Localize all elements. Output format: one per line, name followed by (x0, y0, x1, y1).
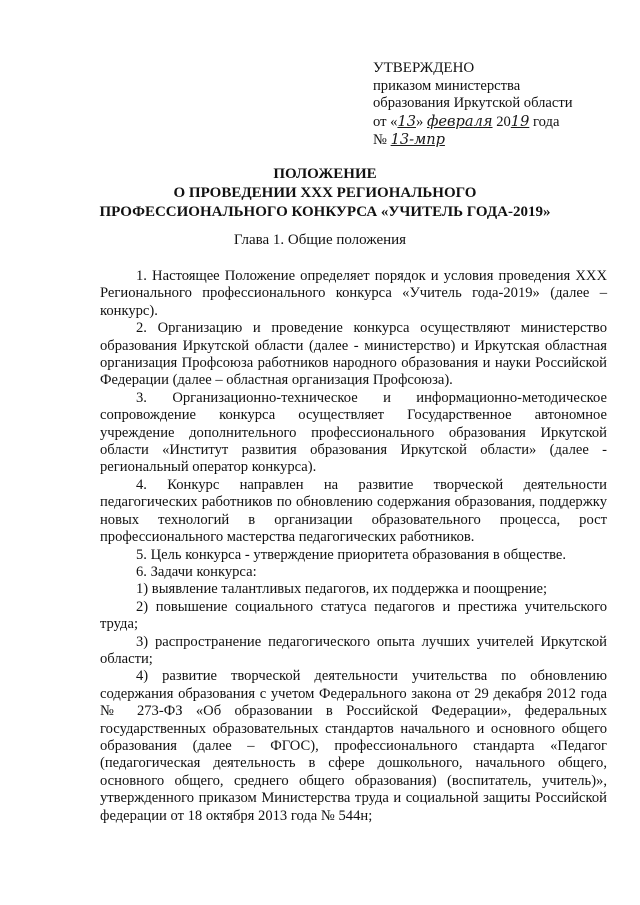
paragraph-4: 4. Конкурс направлен на развитие творческой деятельности педагогических работников по обновлению содержания образования, поддержку новых технологий в организации образовательного процесса, рост профессионального мастерства педагогических работников. (100, 476, 607, 546)
approval-line-order: приказом министерства (373, 77, 521, 94)
year-word: года (533, 113, 560, 130)
approval-block (373, 60, 623, 150)
approval-number-line (373, 131, 623, 150)
paragraph-6: 6. Задачи конкурса: (136, 563, 257, 580)
number-prefix: № (373, 132, 387, 148)
task-2: 2) повышение социального статуса педагогов и престижа учительского труда; (100, 598, 607, 633)
title-line-1: ПОЛОЖЕНИЕ (273, 166, 377, 182)
document-title (90, 165, 560, 222)
handwritten-year: 19 (510, 112, 530, 130)
paragraph-5: 5. Цель конкурса - утверждение приоритета образования в обществе. (136, 546, 567, 563)
task-4: 4) развитие творческой деятельности учительства по обновлению содержания образования с учетом Федерального закона от 29 декабря 2012 года № 273-ФЗ «Об образовании в Российской Федерации», федеральных государственных образовательных стандартов начального и основного общего образования (далее – ФГОС), профессионального стандарта «Педагог (педагогическая деятельность в сфере дошкольного, начального общего, основного общего, среднего общего образования) (воспитатель, учитель)», утвержденного приказом Министерства труда и социальной защиты Российской федерации от 18 октября 2013 года № 544н; (100, 668, 607, 824)
approval-date-line (373, 113, 623, 132)
paragraph-2: 2. Организацию и проведение конкурса осуществляют министерство образования Иркутской области (далее - министерство) и Иркутская областная организация Профсоюза работников народного образования и науки Российской Федерации (далее – областная организация Профсоюза). (100, 320, 607, 389)
task-1: 1) выявление талантливых педагогов, их поддержка и поощрение; (136, 581, 548, 598)
handwritten-month: февраля (426, 112, 493, 130)
paragraph-3: 3. Организационно-техническое и информационно-методическое сопровождение конкурса осуществляет Государственное автономное учреждение дополнительного профессионального образования Иркутской области «Институт развития образования Иркутской области» (далее - региональный оператор конкурса). (100, 389, 607, 476)
chapter-heading: Глава 1. Общие положения (233, 232, 407, 248)
year-prefix: 20 (496, 113, 511, 130)
paragraph-1: 1. Настоящее Положение определяет порядок и условия проведения XXX Регионального профессионального конкурса «Учитель года-2019» (далее – конкурс). (100, 268, 607, 319)
title-line-2: О ПРОВЕДЕНИИ XXX РЕГИОНАЛЬНОГО (173, 185, 477, 201)
approval-line-ministry: образования Иркутской области (373, 95, 573, 111)
title-line-3: ПРОФЕССИОНАЛЬНОГО КОНКУРСА «УЧИТЕЛЬ ГОДА-2019» (99, 204, 551, 220)
handwritten-day: 13 (397, 112, 417, 130)
date-mid: » (416, 113, 424, 130)
task-3: 3) распространение педагогического опыта лучших учителей Иркутской области; (100, 633, 607, 667)
date-prefix: от « (373, 113, 398, 130)
handwritten-number: 13-мпр (390, 131, 445, 148)
approval-heading: УТВЕРЖДЕНО (373, 60, 475, 76)
document-body (100, 268, 607, 825)
